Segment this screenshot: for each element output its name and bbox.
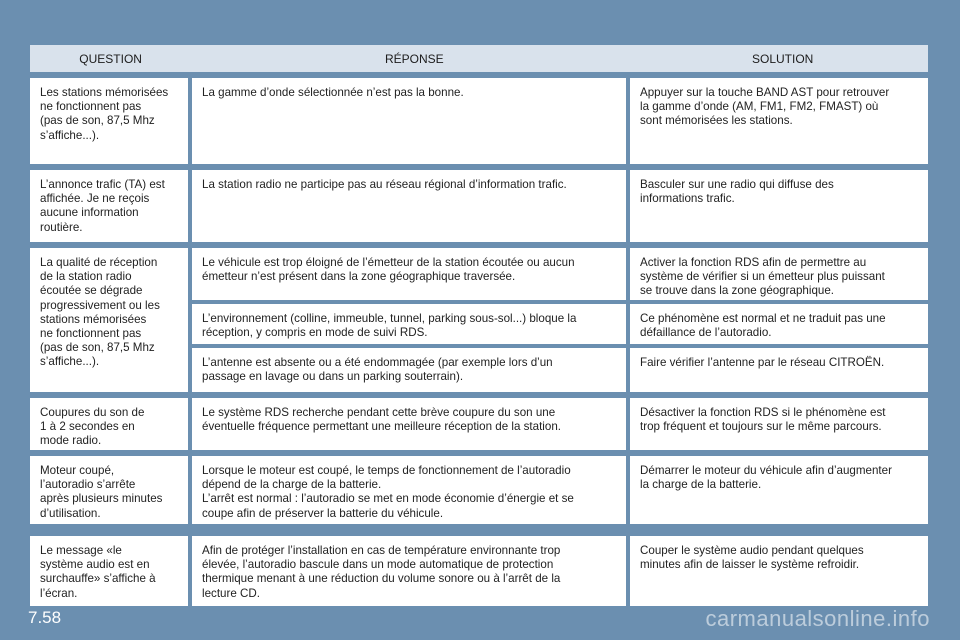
watermark: carmanualsonline.info: [705, 606, 930, 631]
table-cell-question: [30, 398, 188, 450]
cell-text: Coupures du son de 1 à 2 secondes en mode radio.: [40, 406, 145, 448]
header-response: RÉPONSE: [384, 51, 444, 66]
table-header: [30, 45, 928, 72]
cell-text: La station radio ne participe pas au réseau régional d’information trafic.: [202, 178, 567, 191]
table-cell-response: [192, 248, 626, 300]
table-cell-solution: [630, 348, 928, 392]
table-cell-response: [192, 456, 626, 524]
cell-text: Les stations mémorisées ne fonctionnent pas (pas de son, 87,5 Mhz s’affiche...).: [40, 86, 169, 142]
cell-text: L’annonce trafic (TA) est affichée. Je ne reçois aucune information routière.: [40, 178, 165, 234]
table-cell-solution: [630, 304, 928, 344]
table-cell-response: [192, 304, 626, 344]
table-cell-response: [192, 536, 626, 606]
table-cell-question: [30, 170, 188, 242]
cell-text: Afin de protéger l’installation en cas de température environnante trop élevée, l’autoradio bascule dans un mode automatique de protection thermique menant à une réduction du volume sonore ou à l’arrêt de la lecture CD.: [202, 544, 561, 600]
table-cell-question: [30, 248, 188, 392]
cell-text: Désactiver la fonction RDS si le phénomène est trop fréquent et toujours sur le même parcours.: [640, 406, 886, 434]
cell-text: Activer la fonction RDS afin de permettre au système de vérifier si un émetteur plus puissant se trouve dans la zone géographique.: [640, 256, 885, 298]
cell-text: Ce phénomène est normal et ne traduit pas une défaillance de l’autoradio.: [640, 312, 886, 340]
table-cell-question: [30, 78, 188, 164]
table-cell-response: [192, 78, 626, 164]
header-solution: SOLUTION: [751, 51, 814, 66]
header-question: QUESTION: [79, 51, 142, 66]
cell-text: Démarrer le moteur du véhicule afin d’augmenter la charge de la batterie.: [640, 464, 892, 492]
cell-text: Couper le système audio pendant quelques minutes afin de laisser le système refroidir.: [640, 544, 864, 572]
page-number: 7.58: [28, 608, 62, 627]
cell-text: Le véhicule est trop éloigné de l’émetteur de la station écoutée ou aucun émetteur n’est présent dans la zone géographique traversée.: [202, 256, 575, 284]
cell-text: L’antenne est absente ou a été endommagée (par exemple lors d’un passage en lavage ou dans un parking souterrain).: [202, 356, 553, 384]
cell-text: L’environnement (colline, immeuble, tunnel, parking sous-sol...) bloque la réception, y compris en mode de suivi RDS.: [202, 312, 577, 340]
cell-text: Moteur coupé, l’autoradio s’arrête après plusieurs minutes d’utilisation.: [40, 464, 163, 520]
table-cell-question: [30, 536, 188, 606]
cell-text: Basculer sur une radio qui diffuse des informations trafic.: [640, 178, 834, 206]
table-cell-response: [192, 170, 626, 242]
table-cell-solution: [630, 398, 928, 450]
table-cell-response: [192, 348, 626, 392]
table-cell-solution: [630, 78, 928, 164]
cell-text: Faire vérifier l’antenne par le réseau CITROËN.: [640, 356, 885, 369]
cell-text: Le système RDS recherche pendant cette brève coupure du son une éventuelle fréquence permettant une meilleure réception de la station.: [202, 406, 561, 434]
cell-text: La gamme d’onde sélectionnée n’est pas la bonne.: [202, 86, 464, 99]
cell-text: Le message «le système audio est en surchauffe» s’affiche à l’écran.: [40, 544, 156, 600]
cell-text: Lorsque le moteur est coupé, le temps de fonctionnement de l’autoradio dépend de la charge de la batterie. L’arrêt est normal : l’autoradio se met en mode économie d’énergie et se coupe afin de préserver la batterie du véhicule.: [202, 464, 574, 520]
cell-text: Appuyer sur la touche BAND AST pour retrouver la gamme d’onde (AM, FM1, FM2, FMAST) où sont mémorisées les stations.: [640, 86, 890, 128]
table-cell-response: [192, 398, 626, 450]
table-cell-solution: [630, 248, 928, 300]
table-cell-solution: [630, 456, 928, 524]
cell-text: La qualité de réception de la station radio écoutée se dégrade progressivement ou les stations mémorisées ne fonctionnent pas (pas de son, 87,5 Mhz s’affiche...).: [40, 256, 160, 369]
table-cell-solution: [630, 536, 928, 606]
table-cell-question: [30, 456, 188, 524]
table-cell-solution: [630, 170, 928, 242]
